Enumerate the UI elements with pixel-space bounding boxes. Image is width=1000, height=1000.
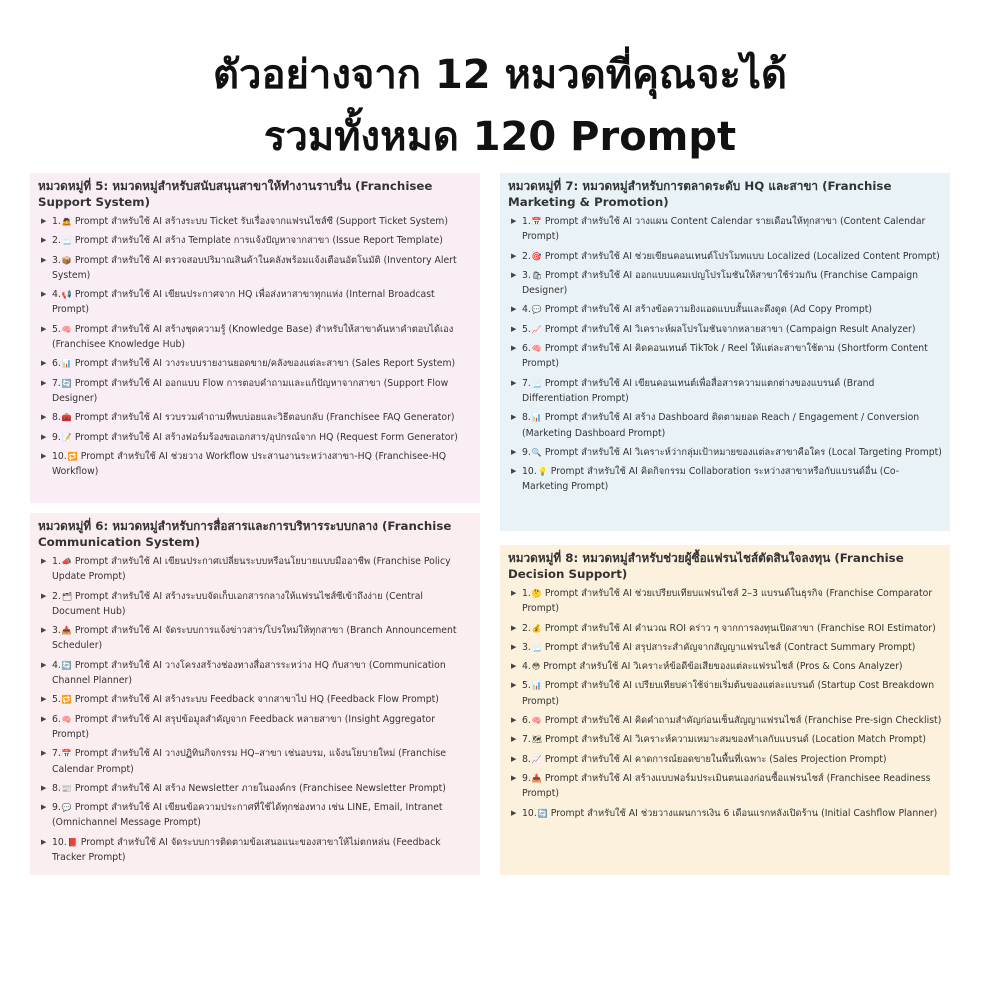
toggle-item[interactable] <box>508 752 942 767</box>
toggle-arrow-icon[interactable]: ▶ <box>511 589 517 597</box>
item-number: 7. <box>522 734 531 746</box>
toggle-item-text <box>52 623 472 654</box>
emoji-icon: 📈 <box>531 324 542 334</box>
item-label: Prompt สำหรับใช้ AI วิเคราะห์ความเหมาะสมของทำเลกับแบรนด์ (Location Match Prompt) <box>545 734 926 746</box>
toggle-arrow-icon[interactable]: ▶ <box>511 217 517 225</box>
item-label: Prompt สำหรับใช้ AI เขียนคอนเทนต์เพื่อสื่อสารความแตกต่างของแบรนด์ (Brand Differentiation Prompt) <box>522 377 875 404</box>
toggle-arrow-icon[interactable]: ▶ <box>41 557 47 565</box>
emoji-icon: 📈 <box>531 754 542 764</box>
toggle-item[interactable] <box>38 554 472 585</box>
toggle-item[interactable] <box>38 322 472 353</box>
item-label: Prompt สำหรับใช้ AI รวบรวมคำถามที่พบบ่อยและวิธีตอบกลับ (Franchisee FAQ Generator) <box>74 412 455 424</box>
toggle-item-text <box>52 214 472 229</box>
category-panel-7 <box>500 173 950 531</box>
toggle-item-text <box>52 554 472 585</box>
emoji-icon: 🧠 <box>61 714 72 724</box>
toggle-item-text <box>52 589 472 620</box>
item-label: Prompt สำหรับใช้ AI สร้างแบบฟอร์มประเมินตนเองก่อนซื้อแฟรนไชส์ (Franchisee Readiness Prompt) <box>522 772 931 800</box>
toggle-arrow-icon[interactable]: ▶ <box>41 236 47 245</box>
item-number: 10. <box>522 466 537 478</box>
toggle-arrow-icon[interactable]: ▶ <box>511 662 517 671</box>
toggle-arrow-icon[interactable]: ▶ <box>511 735 517 744</box>
item-number: 1. <box>52 556 61 567</box>
item-label: Prompt สำหรับใช้ AI ตรวจสอบปริมาณสินค้าในคลังพร้อมแจ้งเตือนอัตโนมัติ (Inventory Alert System) <box>52 254 457 281</box>
toggle-item[interactable] <box>38 449 472 480</box>
item-number: 3. <box>522 641 531 653</box>
item-number: 3. <box>52 625 61 637</box>
emoji-icon: 💬 <box>61 803 72 813</box>
toggle-item-text <box>522 713 942 728</box>
item-label: Prompt สำหรับใช้ AI ออกแบบแคมเปญโปรโมชันให้สาขาใช้ร่วมกัน (Franchise Campaign Designer) <box>522 269 919 297</box>
item-label: Prompt สำหรับใช้ AI วางระบบรายงานยอดขาย/คลังของแต่ละสาขา (Sales Report System) <box>74 358 456 370</box>
toggle-arrow-icon[interactable]: ▶ <box>41 714 47 723</box>
emoji-icon: 🗂 <box>61 591 73 601</box>
item-label: Prompt สำหรับใช้ AI วางโครงสร้างช่องทางสื่อสารระหว่าง HQ กับสาขา (Communication Channel Planner) <box>52 659 446 687</box>
item-number: 6. <box>522 715 531 727</box>
item-label: Prompt สำหรับใช้ AI สร้างระบบ Ticket รับเรื่องจากแฟรนไชส์ซี (Support Ticket System) <box>74 216 448 227</box>
emoji-icon: 🔍 <box>531 447 542 457</box>
item-label: Prompt สำหรับใช้ AI เขียนประกาศจาก HQ เพื่อส่งหาสาขาทุกแห่ง (Internal Broadcast Prompt) <box>52 289 435 316</box>
toggle-item-text <box>522 249 942 264</box>
toggle-item[interactable] <box>508 586 942 617</box>
item-label: Prompt สำหรับใช้ AI ช่วยวางแผนการเงิน 6 เดือนแรกหลังเปิดร้าน (Initial Cashflow Planner) <box>550 807 938 819</box>
item-label: Prompt สำหรับใช้ AI สรุปสาระสำคัญจากสัญญาแฟรนไชส์ (Contract Summary Prompt) <box>544 641 916 653</box>
toggle-arrow-icon[interactable]: ▶ <box>511 623 517 632</box>
toggle-arrow-icon[interactable]: ▶ <box>511 681 517 690</box>
item-label: Prompt สำหรับใช้ AI วิเคราะห์ข้อดีข้อเสียของแต่ละแฟรนไชส์ (Pros & Cons Analyzer) <box>543 661 903 673</box>
item-number: 9. <box>52 802 61 814</box>
emoji-icon: 📥 <box>531 773 542 783</box>
toggle-item-text <box>522 586 942 617</box>
item-label: Prompt สำหรับใช้ AI ช่วยวาง Workflow ประสานงานระหว่างสาขา-HQ (Franchisee-HQ Workflow) <box>52 450 447 478</box>
toggle-item[interactable] <box>508 621 942 636</box>
toggle-arrow-icon[interactable]: ▶ <box>41 432 47 441</box>
toggle-item[interactable] <box>38 430 472 445</box>
toggle-item-text <box>522 410 942 441</box>
toggle-item-text <box>52 322 472 353</box>
toggle-arrow-icon[interactable]: ▶ <box>41 378 47 387</box>
emoji-icon: 📰 <box>61 783 72 793</box>
toggle-item[interactable] <box>508 659 942 674</box>
toggle-item[interactable] <box>508 640 942 655</box>
toggle-item-text <box>522 678 942 709</box>
item-label: Prompt สำหรับใช้ AI สร้างฟอร์มร้องขอเอกสาร/อุปกรณ์จาก HQ (Request Form Generator) <box>74 431 458 443</box>
item-number: 8. <box>522 753 531 765</box>
toggle-arrow-icon[interactable]: ▶ <box>511 716 517 725</box>
category-title: หมวดหมู่ที่ 8: หมวดหมู่สำหรับช่วยผู้ซื้อแฟรนไชส์ตัดสินใจลงทุน (Franchise Decision Support) <box>508 551 904 581</box>
item-number: 10. <box>52 836 67 848</box>
toggle-arrow-icon[interactable]: ▶ <box>511 467 517 476</box>
item-number: 5. <box>522 680 531 692</box>
toggle-item-text <box>522 806 942 821</box>
toggle-item-text <box>522 732 942 747</box>
toggle-item[interactable] <box>38 287 472 318</box>
toggle-item-text <box>52 800 472 831</box>
item-number: 3. <box>52 254 61 266</box>
item-number: 1. <box>52 216 61 227</box>
item-label: Prompt สำหรับใช้ AI คิดคอนเทนต์ TikTok / Reel ให้แต่ละสาขาใช้ตาม (Shortform Content Prompt) <box>522 343 928 370</box>
toggle-item-text <box>52 287 472 318</box>
item-number: 8. <box>522 412 531 424</box>
item-number: 1. <box>522 216 531 227</box>
item-number: 5. <box>522 323 531 335</box>
toggle-item[interactable] <box>38 835 472 866</box>
toggle-arrow-icon[interactable]: ▶ <box>41 749 47 758</box>
toggle-item[interactable] <box>38 781 472 796</box>
toggle-arrow-icon[interactable]: ▶ <box>41 695 47 704</box>
emoji-icon: 🎯 <box>531 251 542 261</box>
toggle-item[interactable] <box>508 268 942 299</box>
toggle-list <box>38 214 472 479</box>
item-label: Prompt สำหรับใช้ AI สร้าง Newsletter ภายในองค์กร (Franchisee Newsletter Prompt) <box>74 782 446 794</box>
toggle-item[interactable] <box>38 746 472 777</box>
toggle-arrow-icon[interactable]: ▶ <box>41 783 47 792</box>
toggle-item-text <box>522 445 942 460</box>
toggle-item[interactable] <box>508 713 942 728</box>
toggle-item[interactable] <box>38 253 472 284</box>
item-number: 5. <box>52 694 61 706</box>
toggle-item-text <box>52 233 472 248</box>
emoji-icon: 📝 <box>61 432 72 442</box>
toggle-arrow-icon[interactable]: ▶ <box>511 270 517 279</box>
emoji-icon: 💰 <box>531 623 542 633</box>
toggle-item-text <box>522 659 942 674</box>
emoji-icon: 🔄 <box>61 378 72 388</box>
item-label: Prompt สำหรับใช้ AI จัดระบบการติดตามข้อเสนอแนะของสาขาให้ไม่ตกหล่น (Feedback Tracker Prompt) <box>52 836 441 864</box>
item-number: 1. <box>522 588 531 599</box>
toggle-item[interactable] <box>38 376 472 407</box>
emoji-icon: 📢 <box>61 290 72 300</box>
item-number: 6. <box>52 713 61 725</box>
toggle-item-text <box>522 376 942 407</box>
toggle-item[interactable] <box>508 771 942 802</box>
toggle-item[interactable] <box>508 678 942 709</box>
item-label: Prompt สำหรับใช้ AI ช่วยเขียนคอนเทนต์โปรโมทแบบ Localized (Localized Content Prompt) <box>544 250 940 262</box>
toggle-list <box>38 554 472 865</box>
toggle-arrow-icon[interactable]: ▶ <box>41 217 47 225</box>
item-label: Prompt สำหรับใช้ AI ช่วยเปรียบเทียบแฟรนไชส์ 2–3 แบรนด์ในธุรกิจ (Franchise Comparator Prompt) <box>522 588 933 615</box>
toggle-arrow-icon[interactable]: ▶ <box>41 255 47 264</box>
emoji-icon: 🙇 <box>61 217 72 226</box>
item-number: 8. <box>52 412 61 424</box>
toggle-item[interactable] <box>38 356 472 371</box>
toggle-item-text <box>522 302 942 317</box>
toggle-item-text <box>52 712 472 743</box>
toggle-arrow-icon[interactable]: ▶ <box>511 413 517 422</box>
emoji-icon: 📊 <box>531 681 542 691</box>
emoji-icon: 📊 <box>61 359 72 369</box>
emoji-icon: 📥 <box>61 626 72 636</box>
category-title: หมวดหมู่ที่ 7: หมวดหมู่สำหรับการตลาดระดับ HQ และสาขา (Franchise Marketing & Promotion) <box>508 179 892 209</box>
toggle-arrow-icon[interactable]: ▶ <box>41 837 47 846</box>
emoji-icon: 🛍 <box>531 270 543 280</box>
headline-line-2: รวมทั้งหมด 120 Prompt <box>263 114 737 160</box>
category-panel-8 <box>500 545 950 875</box>
item-label: Prompt สำหรับใช้ AI สร้างชุดความรู้ (Knowledge Base) สำหรับให้สาขาค้นหาคำตอบได้เอง (Franchisee Knowledge Hub) <box>52 323 454 351</box>
item-number: 10. <box>52 450 67 462</box>
toggle-item-text <box>522 268 942 299</box>
toggle-item-text <box>522 621 942 636</box>
toggle-item[interactable] <box>38 233 472 248</box>
item-number: 9. <box>522 446 531 458</box>
toggle-item[interactable] <box>508 214 942 245</box>
toggle-item[interactable] <box>38 692 472 707</box>
emoji-icon: 📃 <box>531 378 542 388</box>
toggle-item[interactable] <box>38 712 472 743</box>
item-label: Prompt สำหรับใช้ AI วิเคราะห์ผลโปรโมชันจากหลายสาขา (Campaign Result Analyzer) <box>544 323 916 335</box>
toggle-item[interactable] <box>508 464 942 495</box>
toggle-item-text <box>522 640 942 655</box>
item-label: Prompt สำหรับใช้ AI สร้าง Template การแจ้งปัญหาจากสาขา (Issue Report Template) <box>74 235 443 247</box>
item-number: 6. <box>52 358 61 370</box>
toggle-arrow-icon[interactable]: ▶ <box>511 344 517 353</box>
toggle-arrow-icon[interactable]: ▶ <box>511 642 517 651</box>
item-label: Prompt สำหรับใช้ AI สร้างระบบจัดเก็บเอกสารกลางให้แฟรนไชส์ซีเข้าถึงง่าย (Central Document Hub) <box>52 590 424 617</box>
emoji-icon: 🔄 <box>61 660 72 670</box>
toggle-item-text <box>52 376 472 407</box>
toggle-item[interactable] <box>508 410 942 441</box>
toggle-arrow-icon[interactable]: ▶ <box>41 660 47 669</box>
emoji-icon: 📃 <box>531 642 542 652</box>
toggle-item[interactable] <box>38 658 472 689</box>
item-label: Prompt สำหรับใช้ AI สร้าง Dashboard ติดตามยอด Reach / Engagement / Conversion (Marketing Dashboard Prompt) <box>522 412 920 439</box>
toggle-arrow-icon[interactable]: ▶ <box>511 754 517 763</box>
toggle-item-text <box>52 692 472 707</box>
item-label: Prompt สำหรับใช้ AI วางปฏิทินกิจกรรม HQ–สาขา เช่นอบรม, แจ้งนโยบายใหม่ (Franchise Calendar Prompt) <box>52 748 447 775</box>
emoji-icon: 🤔 <box>531 589 542 598</box>
item-number: 3. <box>522 269 531 281</box>
emoji-icon: 💡 <box>537 467 548 477</box>
item-number: 6. <box>522 343 531 355</box>
toggle-item[interactable] <box>508 302 942 317</box>
toggle-item-text <box>52 410 472 425</box>
item-number: 9. <box>52 431 61 443</box>
toggle-item-text <box>52 356 472 371</box>
emoji-icon: 📊 <box>531 413 542 423</box>
emoji-icon: 🧠 <box>531 344 542 354</box>
emoji-icon: 🔄 <box>537 808 548 818</box>
item-label: Prompt สำหรับใช้ AI คิดกิจกรรม Collaboration ระหว่างสาขาหรือกับแบรนด์อื่น (Co-Marketing Prompt) <box>522 466 900 493</box>
toggle-arrow-icon[interactable]: ▶ <box>41 591 47 600</box>
toggle-item-text <box>522 341 942 372</box>
item-label: Prompt สำหรับใช้ AI เขียนข้อความประกาศที่ใช้ได้ทุกช่องทาง เช่น LINE, Email, Intranet (Omnichannel Message Prompt) <box>52 802 443 829</box>
category-panel-5 <box>30 173 480 503</box>
toggle-item-text <box>52 746 472 777</box>
toggle-item-text <box>52 449 472 480</box>
item-number: 5. <box>52 323 61 335</box>
toggle-item-text <box>52 430 472 445</box>
item-label: Prompt สำหรับใช้ AI จัดระบบการแจ้งข่าวสาร/โปรใหม่ให้ทุกสาขา (Branch Announcement Scheduler) <box>52 625 457 652</box>
item-number: 9. <box>522 772 531 784</box>
emoji-icon: 📅 <box>61 749 72 759</box>
item-label: Prompt สำหรับใช้ AI สร้างข้อความยิงแอดแบบสั้นและดึงดูด (Ad Copy Prompt) <box>544 304 872 316</box>
category-panel-6 <box>30 513 480 875</box>
category-title: หมวดหมู่ที่ 6: หมวดหมู่สำหรับการสื่อสารและการบริหารระบบกลาง (Franchise Communication System) <box>38 519 452 549</box>
toggle-item[interactable] <box>508 341 942 372</box>
toggle-arrow-icon[interactable]: ▶ <box>41 626 47 635</box>
toggle-item[interactable] <box>508 445 942 460</box>
emoji-icon: 🔁 <box>61 695 72 705</box>
toggle-list <box>508 214 942 495</box>
toggle-arrow-icon[interactable]: ▶ <box>511 251 517 260</box>
emoji-icon: 🧰 <box>61 413 72 423</box>
item-label: Prompt สำหรับใช้ AI คำนวณ ROI คร่าว ๆ จากการลงทุนเปิดสาขา (Franchise ROI Estimator) <box>544 622 936 634</box>
toggle-arrow-icon[interactable]: ▶ <box>41 290 47 299</box>
toggle-arrow-icon[interactable]: ▶ <box>41 413 47 422</box>
toggle-arrow-icon[interactable]: ▶ <box>511 447 517 456</box>
item-number: 4. <box>522 304 531 316</box>
toggle-item-text <box>52 253 472 284</box>
item-number: 4. <box>522 661 531 673</box>
category-title: หมวดหมู่ที่ 5: หมวดหมู่สำหรับสนับสนุนสาขาให้ทำงานราบรื่น (Franchisee Support System) <box>38 179 433 209</box>
headline-line-1: ตัวอย่างจาก 12 หมวดที่คุณจะได้ <box>213 52 787 98</box>
emoji-icon: 📣 <box>61 557 72 566</box>
toggle-item-text <box>522 214 942 245</box>
item-label: Prompt สำหรับใช้ AI เขียนประกาศเปลี่ยนระบบหรือนโยบายแบบมืออาชีพ (Franchise Policy Update Prompt) <box>52 556 451 583</box>
item-label: Prompt สำหรับใช้ AI สรุปข้อมูลสำคัญจาก Feedback หลายสาขา (Insight Aggregator Prompt) <box>52 713 436 740</box>
toggle-item-text <box>522 771 942 802</box>
toggle-arrow-icon[interactable]: ▶ <box>511 378 517 387</box>
emoji-icon: 🔁 <box>67 451 78 461</box>
toggle-list <box>508 586 942 821</box>
toggle-arrow-icon[interactable]: ▶ <box>41 803 47 812</box>
toggle-item[interactable] <box>38 589 472 620</box>
toggle-item[interactable] <box>38 410 472 425</box>
item-label: Prompt สำหรับใช้ AI เปรียบเทียบค่าใช้จ่ายเริ่มต้นของแต่ละแบรนด์ (Startup Cost Breakdown Prompt) <box>522 680 935 707</box>
emoji-icon: 🗺 <box>531 735 543 745</box>
toggle-arrow-icon[interactable]: ▶ <box>511 324 517 333</box>
toggle-item-text <box>52 835 472 866</box>
emoji-icon: 📦 <box>61 255 72 265</box>
item-number: 4. <box>52 289 61 301</box>
item-label: Prompt สำหรับใช้ AI คิดคำถามสำคัญก่อนเซ็นสัญญาแฟรนไชส์ (Franchise Pre-sign Checklist) <box>544 715 942 727</box>
toggle-item-text <box>522 322 942 337</box>
toggle-item-text <box>52 781 472 796</box>
item-number: 7. <box>52 377 61 389</box>
item-number: 2. <box>52 235 61 247</box>
emoji-icon: 🧠 <box>61 324 72 334</box>
toggle-arrow-icon[interactable]: ▶ <box>41 324 47 333</box>
toggle-item[interactable] <box>508 322 942 337</box>
toggle-item-text <box>52 658 472 689</box>
emoji-icon: 🧠 <box>531 716 542 726</box>
toggle-item[interactable] <box>38 214 472 229</box>
toggle-arrow-icon[interactable]: ▶ <box>511 773 517 782</box>
toggle-arrow-icon[interactable]: ▶ <box>41 451 47 460</box>
emoji-icon: 📅 <box>531 217 542 226</box>
item-number: 7. <box>522 377 531 389</box>
toggle-item-text <box>522 752 942 767</box>
toggle-item[interactable] <box>508 376 942 407</box>
item-label: Prompt สำหรับใช้ AI คาดการณ์ยอดขายในพื้นที่เฉพาะ (Sales Projection Prompt) <box>544 753 887 765</box>
item-number: 8. <box>52 782 61 794</box>
item-label: Prompt สำหรับใช้ AI วิเคราะห์ว่ากลุ่มเป้าหมายของแต่ละสาขาคือใคร (Local Targeting Prompt) <box>544 446 942 458</box>
toggle-arrow-icon[interactable]: ▶ <box>41 359 47 368</box>
toggle-item[interactable] <box>38 623 472 654</box>
emoji-icon: 😳 <box>531 662 541 672</box>
toggle-item[interactable] <box>508 249 942 264</box>
toggle-item[interactable] <box>508 732 942 747</box>
item-number: 7. <box>52 748 61 760</box>
item-label: Prompt สำหรับใช้ AI ออกแบบ Flow การตอบคำถามและแก้ปัญหาจากสาขา (Support Flow Designer) <box>52 377 449 404</box>
item-number: 2. <box>522 250 531 262</box>
item-label: Prompt สำหรับใช้ AI วางแผน Content Calendar รายเดือนให้ทุกสาขา (Content Calendar Prompt) <box>522 216 926 243</box>
toggle-arrow-icon[interactable]: ▶ <box>511 305 517 314</box>
toggle-arrow-icon[interactable]: ▶ <box>511 808 517 817</box>
toggle-item[interactable] <box>38 800 472 831</box>
item-number: 2. <box>52 590 61 602</box>
headline <box>0 44 1000 168</box>
emoji-icon: 📕 <box>67 837 78 847</box>
item-number: 4. <box>52 659 61 671</box>
item-label: Prompt สำหรับใช้ AI สร้างระบบ Feedback จากสาขาไป HQ (Feedback Flow Prompt) <box>74 694 439 706</box>
emoji-icon: 📃 <box>61 236 72 246</box>
toggle-item[interactable] <box>508 806 942 821</box>
toggle-item-text <box>522 464 942 495</box>
emoji-icon: 💬 <box>531 305 542 315</box>
item-number: 10. <box>522 807 537 819</box>
item-number: 2. <box>522 622 531 634</box>
